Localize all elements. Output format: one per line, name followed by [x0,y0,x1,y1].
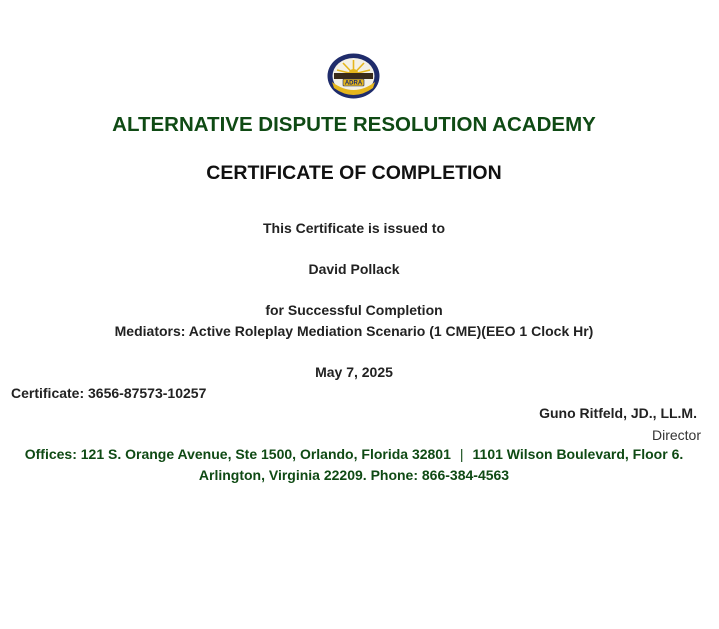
offices-line-1 [0,446,708,462]
certificate-title: CERTIFICATE OF COMPLETION [206,162,502,184]
completion-date: May 7, 2025 [315,364,393,380]
office-address-orlando: Offices: 121 S. Orange Avenue, Ste 1500, Orlando, Florida 32801 [24,446,451,462]
office-address-arlington: 1101 Wilson Boulevard, Floor 6. [472,446,684,462]
issued-to-label: This Certificate is issued to [262,220,446,236]
completion-label: for Successful Completion [265,302,443,318]
offices-line-2: Arlington, Virginia 22209. Phone: 866-384-4563 [198,467,510,483]
signer-name: Guno Ritfeld, JD., LL.M. [539,405,697,421]
recipient-name: David Pollack [308,261,400,277]
certificate-number: Certificate: 3656-87573-10257 [11,385,207,401]
seal-text: ADRA [344,80,363,87]
course-title: Mediators: Active Roleplay Mediation Scenario (1 CME)(EEO 1 Clock Hr) [114,323,594,339]
academy-seal-logo [326,52,381,100]
address-separator: | [459,446,464,462]
signer-title: Director [651,427,701,443]
academy-name: ALTERNATIVE DISPUTE RESOLUTION ACADEMY [112,113,596,136]
